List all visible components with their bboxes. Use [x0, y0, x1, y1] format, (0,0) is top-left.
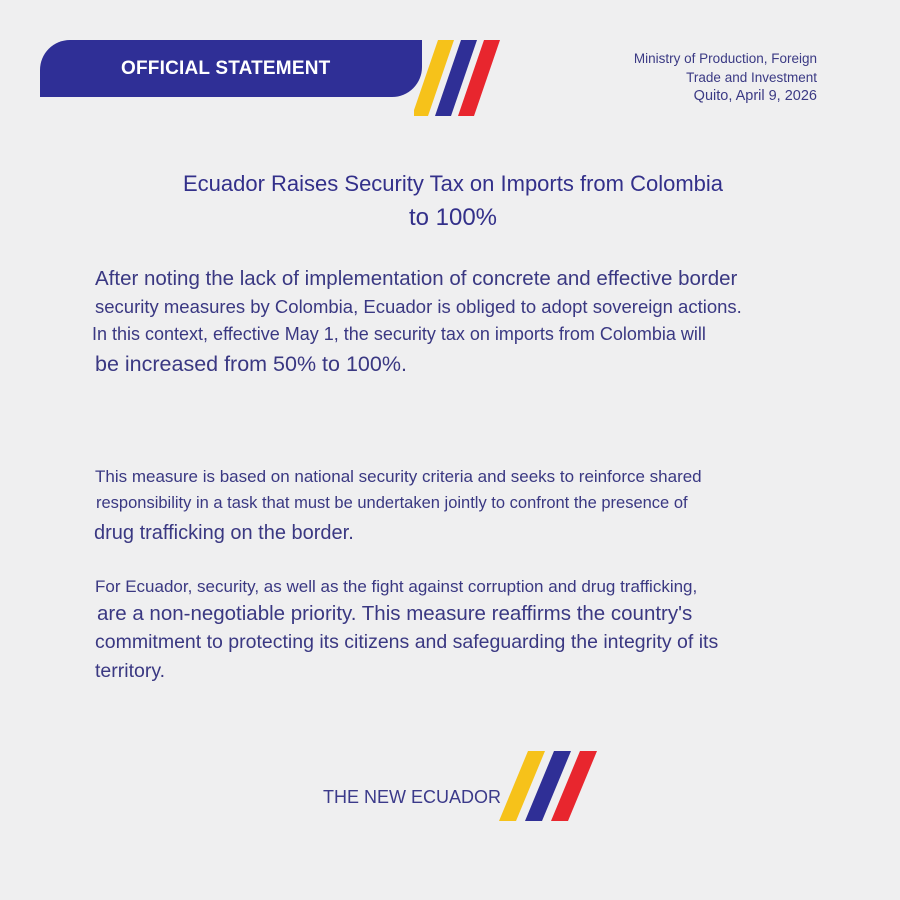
paragraph-line: After noting the lack of implementation of concrete and effective border	[95, 267, 738, 290]
paragraph-line: commitment to protecting its citizens and safeguarding the integrity of its	[95, 631, 719, 653]
flag-stripes-icon	[414, 40, 500, 116]
flag-stripes-icon	[497, 751, 600, 821]
paragraph-line: drug trafficking on the border.	[94, 522, 354, 544]
headline-line-1: Ecuador Raises Security Tax on Imports from Colombia	[182, 171, 724, 196]
paragraph-line: In this context, effective May 1, the security tax on imports from Colombia will	[92, 324, 706, 344]
paragraph-line: This measure is based on national security criteria and seeks to reinforce shared	[95, 467, 702, 486]
paragraph-line: For Ecuador, security, as well as the fight against corruption and drug trafficking,	[95, 577, 698, 596]
paragraph-line: responsibility in a task that must be undertaken jointly to confront the presence of	[96, 494, 688, 512]
banner-label: OFFICIAL STATEMENT	[121, 58, 331, 79]
paragraph-line: security measures by Colombia, Ecuador is obliged to adopt sovereign actions.	[95, 296, 742, 317]
ministry-line-2: Trade and Investment	[686, 70, 817, 85]
paragraph-line: be increased from 50% to 100%.	[95, 352, 407, 376]
footer-brand: THE NEW ECUADOR	[323, 787, 502, 807]
paragraph-1	[92, 265, 815, 379]
paragraph-line: territory.	[95, 660, 166, 682]
ministry-block	[634, 49, 817, 106]
place-date: Quito, April 9, 2026	[693, 88, 817, 104]
headline-line-2: to 100%	[408, 204, 498, 231]
headline	[0, 167, 900, 235]
paragraph-3	[95, 573, 815, 686]
paragraph-2	[95, 463, 815, 549]
ministry-line-1: Ministry of Production, Foreign	[633, 51, 817, 66]
paragraph-line: are a non-negotiable priority. This measure reaffirms the country's	[97, 602, 693, 625]
